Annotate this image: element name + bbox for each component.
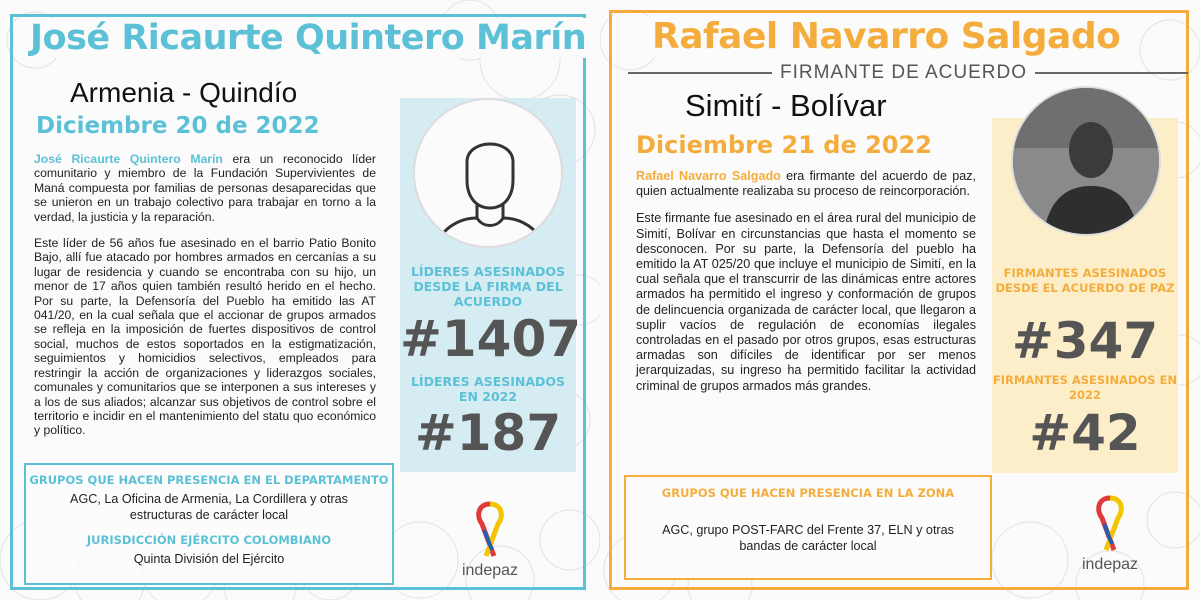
stat-1-value: #1407 bbox=[400, 310, 582, 368]
stat-1-label: FIRMANTES ASESINADOS DESDE EL ACUERDO DE PAZ bbox=[995, 266, 1175, 295]
victim-photo bbox=[1011, 86, 1161, 236]
paragraph-2: Este líder de 56 años fue asesinado en el barrio Patio Bonito Bajo, allí fue atacado por hombres armados en cercanías a su lugar de residencia y cuando se encontraba con su hijo, un menor de 17 años quien también resultó herido en el hecho. Por su parte, la Defensoría del Pueblo ha emitido las AT 041/20, en la cual señala que el accionar de grupos armados se refleja en la imposición de fuertes dispositivos de control social, muchos de estos soportados en la estigmatización, seguimientos y homicidios selectivos, empleados para restringir la acción de organizaciones y liderazgos sociales, comunales y comunitarios que se interponen a sus intereses y a los de sus aliados; alcanzar sus objetivos de control sobre el territorio e incidir en el mantenimiento del statu quo económico y político. bbox=[34, 236, 376, 438]
stat-2-value: #42 bbox=[1029, 404, 1141, 462]
location: Simití - Bolívar bbox=[685, 88, 887, 123]
stat-2-label: FIRMANTES ASESINADOS EN 2022 bbox=[992, 373, 1178, 402]
date: Diciembre 21 de 2022 bbox=[636, 131, 932, 159]
groups-text: AGC, La Oficina de Armenia, La Cordillera y otras estructuras de carácter local bbox=[70, 492, 348, 522]
paragraph-1-text: era firmante del acuerdo de paz, quien actualmente realizaba su proceso de reincorporación. bbox=[636, 169, 976, 199]
ribbon-icon bbox=[472, 500, 508, 558]
description bbox=[636, 169, 976, 406]
logo-text: indepaz bbox=[461, 562, 519, 579]
highlight-name: Rafael Navarro Salgado bbox=[636, 169, 781, 183]
person-silhouette-icon bbox=[415, 100, 563, 248]
paragraph-2: Este firmante fue asesinado en el área rural del municipio de Simití, Bolívar en circunstancias que hasta el momento se desconocen. Por su parte, la Defensoría del pueblo ha emitido la AT 025/20 que incluye el municipio de Simití, en la cual señala que el transcurrir de las dinámicas entre actores armados ha permitido el ingreso y conformación de grupos de delincuencia organizada de carácter local, que llegaron a suplir vacíos de regulación de economías ilegales controladas en el pasado por otros grupos, esas estructuras armadas son difíciles de identificar por ser menos jerarquizadas, su ingreso ha permitido facilitar la actividad criminal de grupos armados más grandes. bbox=[636, 211, 976, 393]
date: Diciembre 20 de 2022 bbox=[36, 113, 320, 139]
stat-2-value: #187 bbox=[414, 404, 562, 462]
groups-text: AGC, grupo POST-FARC del Frente 37, ELN y otras bandas de carácter local bbox=[662, 523, 954, 553]
indepaz-logo bbox=[1070, 494, 1150, 574]
groups-box bbox=[24, 463, 394, 585]
groups-title: GRUPOS QUE HACEN PRESENCIA EN EL DEPARTAMENTO bbox=[29, 473, 389, 487]
avatar-placeholder bbox=[413, 98, 563, 248]
groups-box bbox=[624, 475, 992, 580]
ribbon-icon bbox=[1092, 494, 1128, 552]
groups-title: GRUPOS QUE HACEN PRESENCIA EN LA ZONA bbox=[661, 486, 955, 500]
paragraph-1-text: era un reconocido líder comunitario y miembro de la Fundación Supervivientes de Maná compuesta por familias de personas desaparecidas que se unieron en un trabajo colectivo para trabajar en torno a la verdad, la justicia y la reparación. bbox=[34, 152, 376, 224]
stat-2-label: LÍDERES ASESINADOS EN 2022 bbox=[410, 374, 566, 404]
paragraph-1 bbox=[34, 152, 376, 224]
logo-text: indepaz bbox=[1081, 556, 1139, 573]
victim-name: José Ricaurte Quintero Marín bbox=[24, 18, 592, 58]
paragraph-1 bbox=[636, 169, 976, 199]
stat-1-label: LÍDERES ASESINADOS DESDE LA FIRMA DEL ACUERDO bbox=[410, 264, 566, 309]
army-text: Quinta División del Ejército bbox=[133, 552, 285, 566]
stat-1-value: #347 bbox=[1011, 312, 1159, 370]
highlight-name: José Ricaurte Quintero Marín bbox=[34, 152, 223, 166]
location: Armenia - Quindío bbox=[70, 77, 298, 108]
person-photo-icon bbox=[1013, 88, 1161, 236]
indepaz-logo bbox=[455, 500, 525, 580]
card-right bbox=[600, 0, 1200, 600]
army-title: JURISDICCIÓN EJÉRCITO COLOMBIANO bbox=[86, 533, 332, 547]
victim-name: Rafael Navarro Salgado bbox=[646, 16, 1126, 57]
description bbox=[34, 152, 376, 450]
role-subtitle: FIRMANTE DE ACUERDO bbox=[772, 62, 1035, 84]
